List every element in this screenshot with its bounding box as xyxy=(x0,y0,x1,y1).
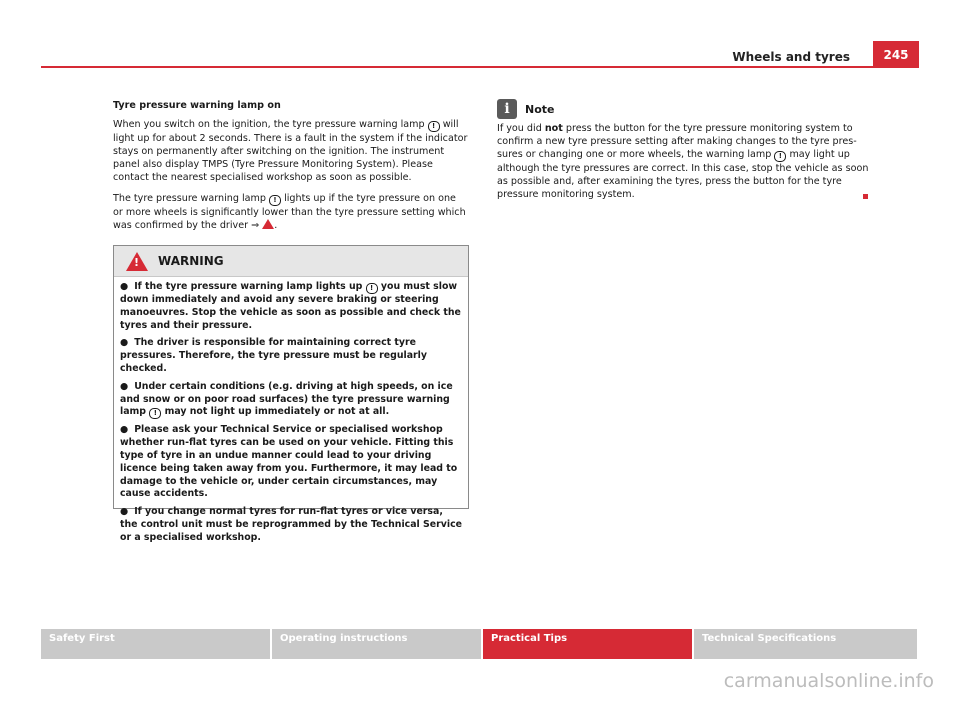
tab-operating-instructions[interactable]: Operating instructions xyxy=(272,629,481,659)
note-text: If you did not press the button for the tyre pressure monitoring system to confirm a new tyre pressure setting after making changes to the tyre pres- sures or changing one or more wheels, the warning lamp ! may light up although the tyre pressures are correct. In this case, stop the vehicle as soon as possible and, after examining the tyres, press the button for the tyre pressure monitoring system. xyxy=(497,123,869,200)
warning-header xyxy=(114,246,468,277)
note-label: Note xyxy=(525,102,555,116)
info-icon: i xyxy=(497,99,517,119)
right-column xyxy=(497,99,870,209)
header-rule xyxy=(41,66,919,68)
paragraph-2: The tyre pressure warning lamp ! lights up if the tyre pressure on one or more wheels is significantly lower than the tyre pressure setting which was confirmed by the driver ⇒ . xyxy=(113,193,466,231)
section-title: Wheels and tyres xyxy=(732,50,850,64)
tyre-pressure-lamp-icon: ! xyxy=(269,195,281,206)
warning-item: ● If the tyre pressure warning lamp lights up ! you must slow down immediately and avoid any severe braking or steering manoeuvres. Stop the vehicle as soon as possible and check the tyres and their pressure. xyxy=(120,281,461,331)
warning-label: WARNING xyxy=(158,254,224,268)
subsection-heading: Tyre pressure warning lamp on xyxy=(113,100,281,111)
page-number: 245 xyxy=(873,41,919,68)
warning-reference-icon[interactable] xyxy=(262,219,274,229)
tab-practical-tips[interactable]: Practical Tips xyxy=(483,629,692,659)
warning-item: ● Please ask your Technical Service or specialised workshop whether run-flat tyres can be used on your vehicle. Fitting this type of tyre in an undue manner could lead to your driving licence being taken away from you. Furthermore, it may lead to damage to the vehicle or, under certain circumstances, may cause accidents. xyxy=(120,424,458,500)
tab-technical-specifications[interactable]: Technical Specifications xyxy=(694,629,917,659)
warning-item: ● Under certain conditions (e.g. driving at high speeds, on ice and snow or on poor road surfaces) the tyre pressure warning lamp ! may not light up immediately or not at all. xyxy=(120,380,453,418)
left-column xyxy=(113,99,468,240)
note-header xyxy=(497,99,870,119)
tab-safety-first[interactable]: Safety First xyxy=(41,629,270,659)
warning-item: ● The driver is responsible for maintaining correct tyre pressures. Therefore, the tyre pressure must be regularly checked. xyxy=(120,337,427,374)
tyre-pressure-lamp-icon: ! xyxy=(149,408,161,419)
paragraph-1: When you switch on the ignition, the tyre pressure warning lamp ! will light up for about 2 seconds. There is a fault in the system if the indicator stays on permanently after switching on the ignition. The instrument panel also display TMPS (Tyre Pressure Monitoring System). Please contact the nearest specialised workshop as soon as possible. xyxy=(113,119,468,183)
tyre-pressure-lamp-icon: ! xyxy=(774,151,786,162)
warning-box xyxy=(113,245,469,543)
tyre-pressure-lamp-icon: ! xyxy=(428,121,440,132)
footer-nav xyxy=(41,629,919,659)
warning-triangle-icon: ! xyxy=(126,252,148,271)
warning-item: ● If you change normal tyres for run-flat tyres or vice versa, the control unit must be reprogrammed by the Technical Service or a specialised workshop. xyxy=(120,506,462,543)
section-end-marker xyxy=(863,194,868,199)
warning-body xyxy=(114,277,468,545)
tyre-pressure-lamp-icon: ! xyxy=(366,283,378,294)
watermark: carmanualsonline.info xyxy=(723,670,934,692)
